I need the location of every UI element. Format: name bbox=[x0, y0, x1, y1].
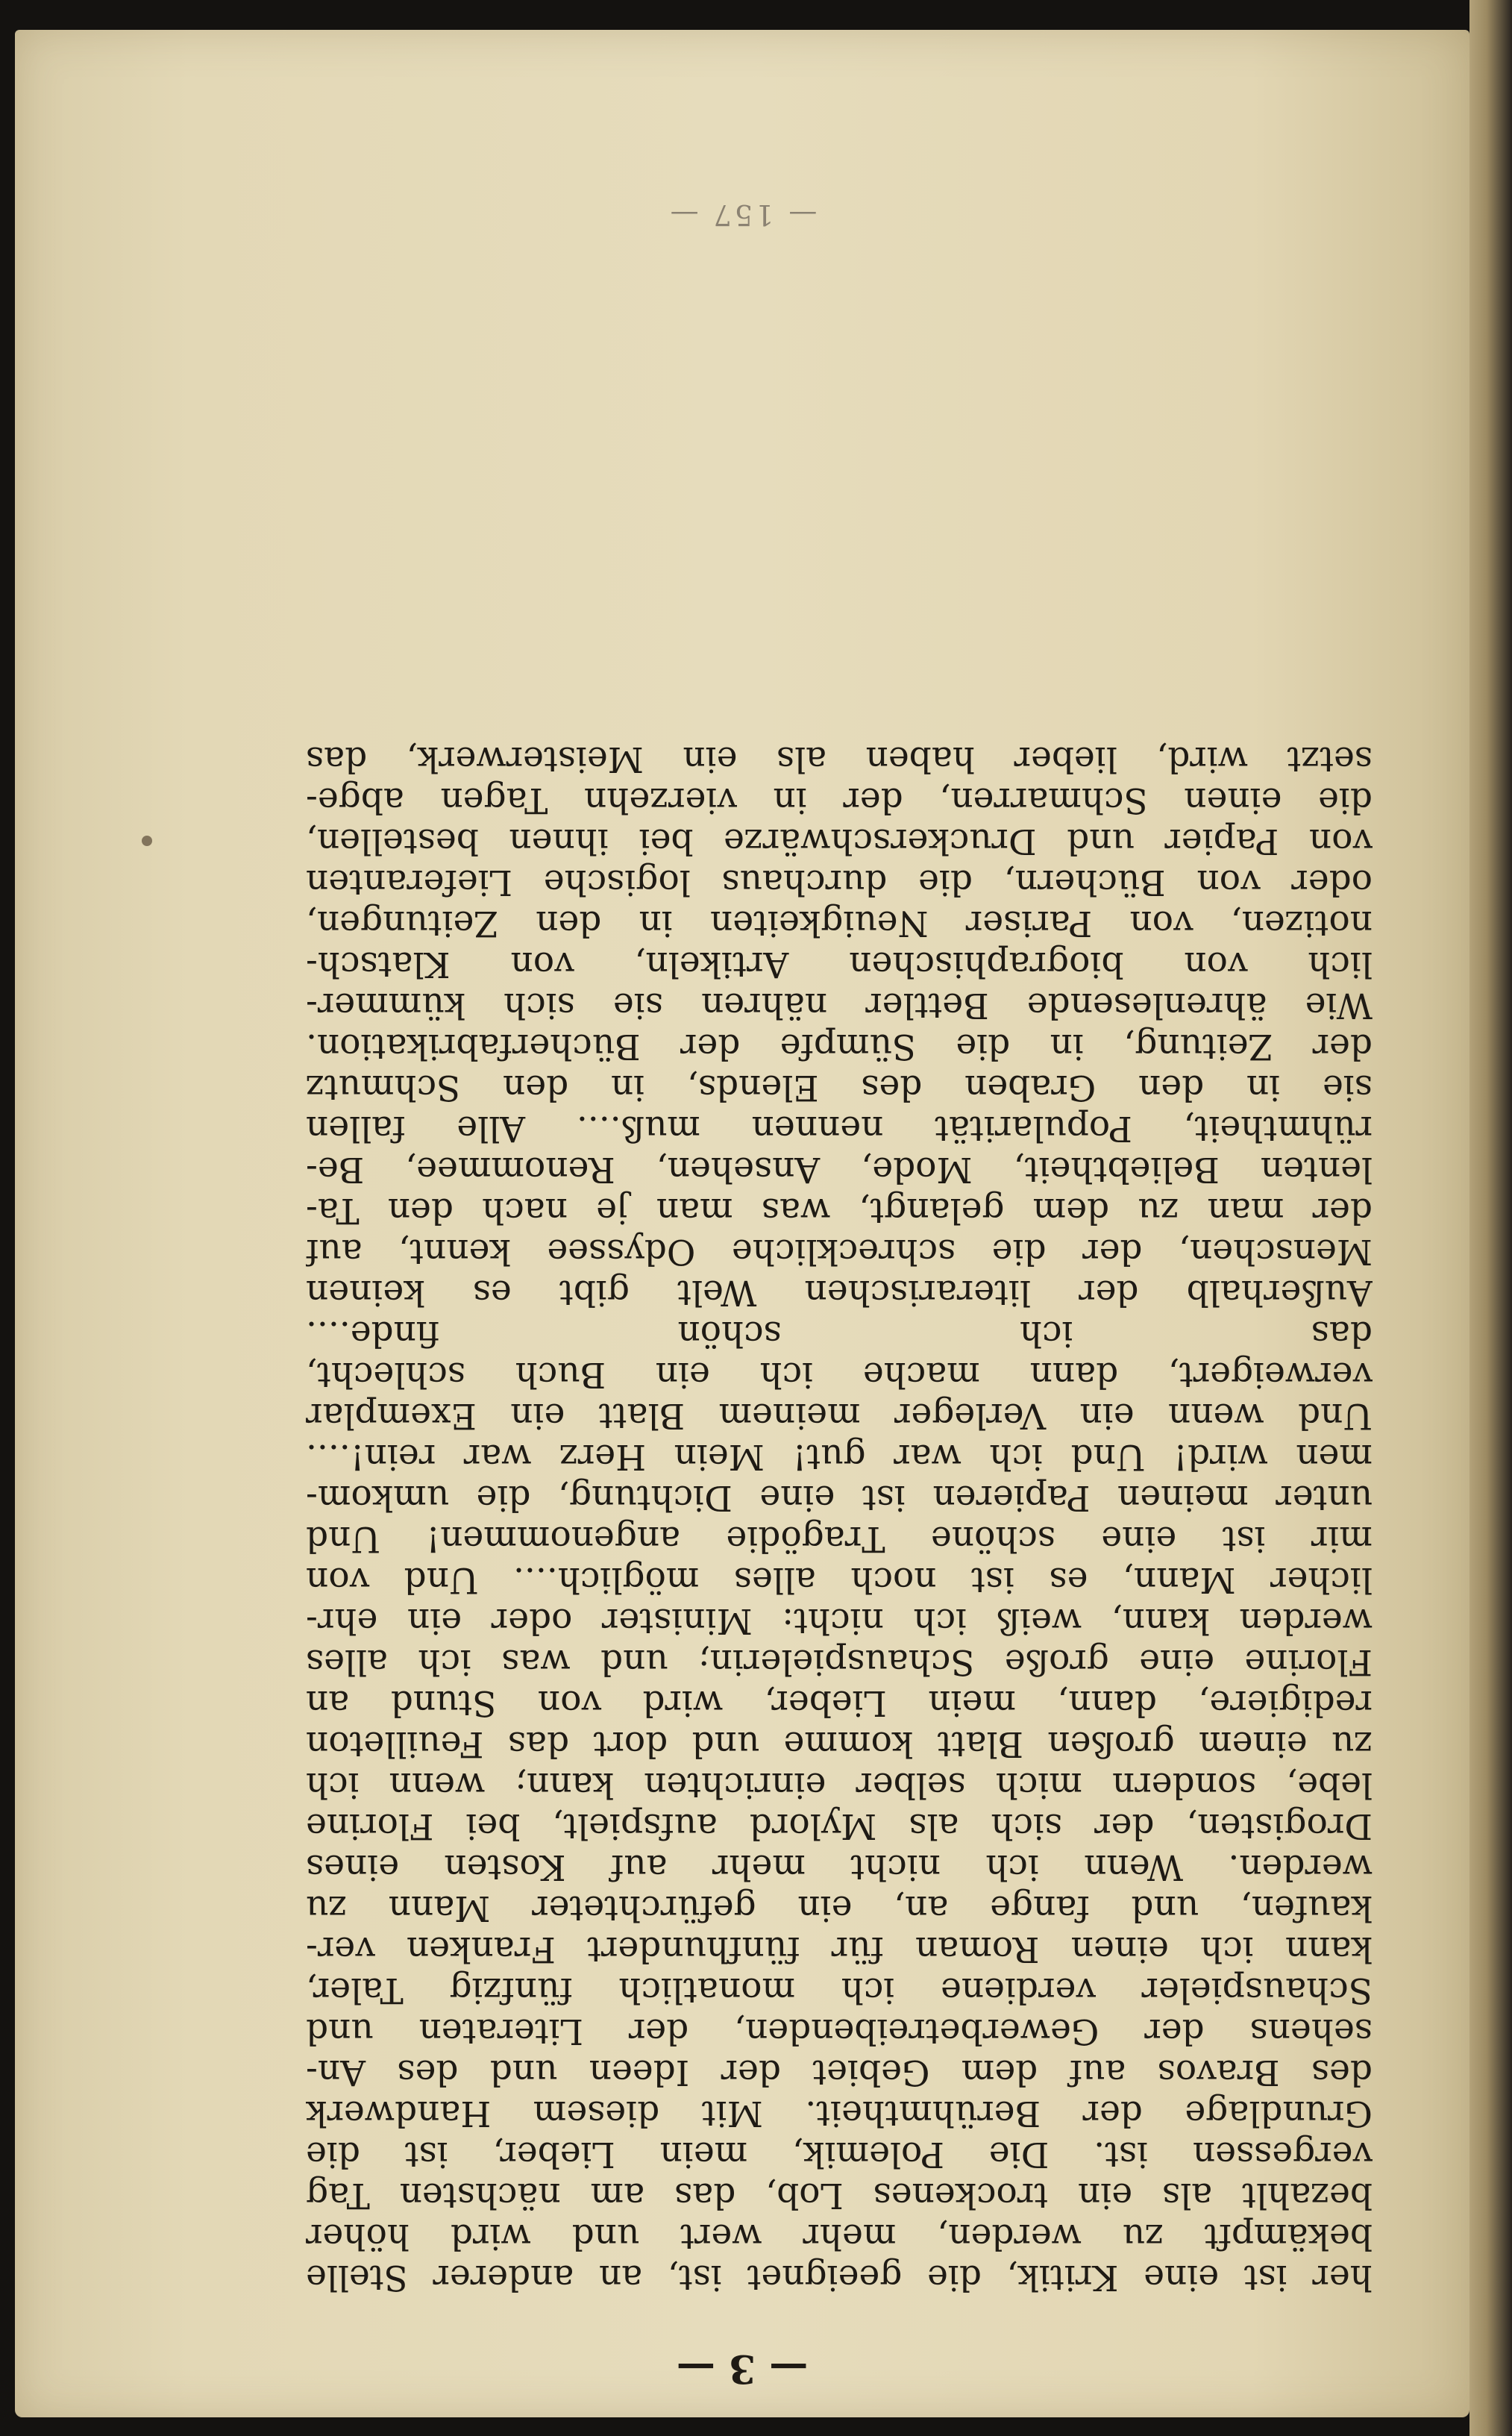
text-line: der man zu dem gelangt, was man je nach den Ta- bbox=[306, 1190, 1373, 1231]
text-line: Außerhalb der literarischen Welt gibt es keinen bbox=[306, 1272, 1373, 1313]
text-line: mir ist eine schöne Tragödie angenommen! Und bbox=[306, 1518, 1373, 1559]
book-spine-edge bbox=[1469, 0, 1512, 2436]
text-line: sie in den Graben des Elends, in den Schmutz bbox=[306, 1067, 1373, 1108]
text-line: der Zeitung, in die Sümpfe der Bücherfabrikation. bbox=[306, 1026, 1373, 1067]
text-line: lich von biographischen Artikeln, von Klatsch- bbox=[306, 944, 1373, 985]
pencil-page-mark: — 157 — bbox=[667, 198, 818, 231]
text-line: Wie ährenlesende Bettler nähren sie sich kümmer- bbox=[306, 985, 1373, 1026]
text-line: redigiere, dann, mein Lieber, wird von Stund an bbox=[306, 1682, 1373, 1723]
text-line: Drogisten, der sich als Mylord aufspielt, bei Florine bbox=[306, 1806, 1373, 1847]
text-line: bezahlt als ein trockenes Lob, das am nächsten Tag bbox=[306, 2175, 1373, 2216]
text-line: das ich schön finde.... bbox=[306, 1313, 1373, 1354]
text-line: Menschen, der die schreckliche Odyssee kennt, auf bbox=[306, 1231, 1373, 1272]
upside-down-content bbox=[15, 30, 1469, 2417]
text-line: sehens der Gewerbetreibenden, der Literaten und bbox=[306, 2011, 1373, 2052]
text-line: kann ich einen Roman für fünfhundert Franken ver- bbox=[306, 1929, 1373, 1970]
text-line: werden kann, weiß ich nicht: Minister oder ein ehr- bbox=[306, 1600, 1373, 1641]
text-line: oder von Büchern, die durchaus logische Lieferanten bbox=[306, 862, 1373, 903]
paper-spot bbox=[142, 836, 152, 846]
text-line: rühmtheit, Popularität nennen muß.... Alle fallen bbox=[306, 1108, 1373, 1149]
text-line: kaufen, und fange an, ein gefürchteter Mann zu bbox=[306, 1888, 1373, 1929]
text-line: verweigert, dann mache ich ein Buch schlecht, bbox=[306, 1354, 1373, 1395]
text-line: setzt wird, lieber haben als ein Meisterwerk, das bbox=[306, 739, 1373, 780]
text-line: lenten Beliebtheit, Mode, Ansehen, Renommee, Be- bbox=[306, 1149, 1373, 1190]
text-line: Florine eine große Schauspielerin; und was ich alles bbox=[306, 1641, 1373, 1682]
text-line: werden. Wenn ich nicht mehr auf Kosten eines bbox=[306, 1847, 1373, 1888]
text-line: vergessen ist. Die Polemik, mein Lieber, ist die bbox=[306, 2134, 1373, 2175]
text-line: her ist eine Kritik, die geeignet ist, an anderer Stelle bbox=[306, 2257, 1373, 2298]
text-line: des Bravos auf dem Gebiet der Ideen und des An- bbox=[306, 2052, 1373, 2093]
text-line: Und wenn ein Verleger meinem Blatt ein Exemplar bbox=[306, 1395, 1373, 1436]
text-line: men wird! Und ich war gut! Mein Herz war rein!.... bbox=[306, 1436, 1373, 1477]
text-line: bekämpft zu werden, mehr wert und wird höher bbox=[306, 2216, 1373, 2257]
text-line: die einen Schmarren, der in vierzehn Tagen abge- bbox=[306, 780, 1373, 821]
text-line: Schauspieler verdiene ich monatlich fünfzig Taler, bbox=[306, 1970, 1373, 2011]
text-line: Grundlage der Berühmtheit. Mit diesem Handwerk bbox=[306, 2093, 1373, 2134]
text-line: lebe, sondern mich selber einrichten kann; wenn ich bbox=[306, 1765, 1373, 1806]
text-line: von Papier und Druckerschwärze bei ihnen bestellen, bbox=[306, 821, 1373, 862]
text-line: zu einem großen Blatt komme und dort das Feuilleton bbox=[306, 1723, 1373, 1765]
text-line: licher Mann, es ist noch alles möglich.... Und von bbox=[306, 1559, 1373, 1600]
text-line: notizen, von Pariser Neuigkeiten in den Zeitungen, bbox=[306, 903, 1373, 944]
page-sheet bbox=[15, 30, 1469, 2417]
page-number: — 3 — bbox=[676, 2346, 809, 2391]
text-line: unter meinen Papieren ist eine Dichtung, die umkom- bbox=[306, 1477, 1373, 1518]
body-text bbox=[306, 739, 1373, 2298]
